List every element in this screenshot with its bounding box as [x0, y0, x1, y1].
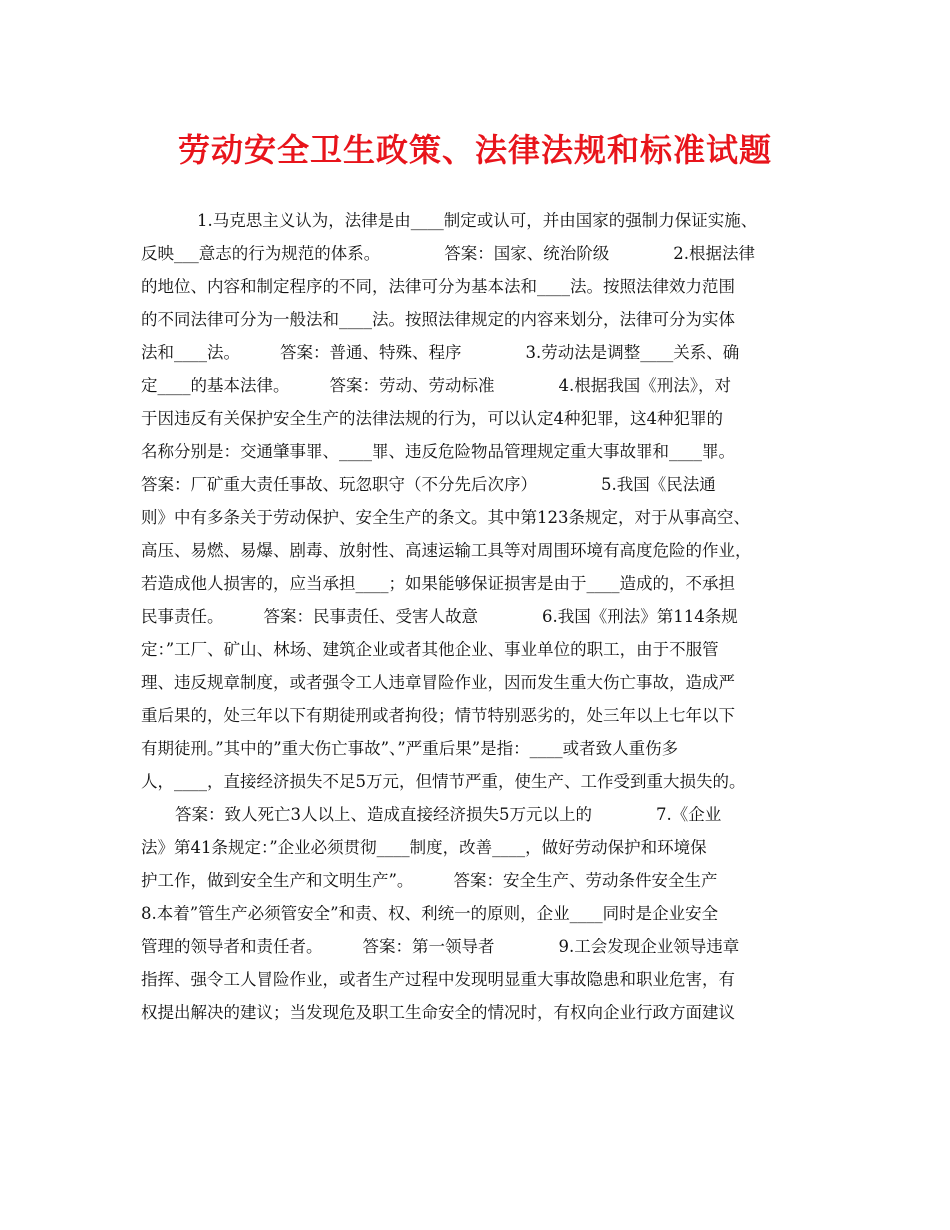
text-line-9	[141, 468, 811, 501]
text-line-17: 有期徒刑。”其中的”重大伤亡事故”、”严重后果”是指：____或者致人重伤多	[141, 739, 679, 758]
question-2-start: 2.根据法律	[673, 244, 755, 263]
text-line-22: 8.本着”管生产必须管安全”和责、权、利统一的原则，企业____同时是企业安全	[141, 904, 719, 923]
answer-1: 答案：国家、统治阶级	[444, 244, 610, 263]
question-3-end: 定____的基本法律。	[141, 376, 290, 395]
question-7-end: 护工作，做到安全生产和文明生产”。	[141, 871, 414, 890]
answer-7: 答案：安全生产、劳动条件安全生产	[453, 871, 718, 890]
answer-8: 答案：第一领导者	[362, 937, 495, 956]
text-line-23	[141, 930, 811, 963]
question-5-start: 5.我国《民法通	[601, 475, 716, 494]
question-7-start: 7.《企业	[656, 805, 722, 824]
question-4-start: 4.根据我国《刑法》，对	[558, 376, 731, 395]
text-line-3: 的地位、内容和制定程序的不同，法律可分为基本法和____法。按照法律效力范围	[141, 277, 735, 296]
text-line-19	[141, 798, 811, 831]
question-1-part-2: 反映___意志的行为规范的体系。	[141, 244, 381, 263]
question-8-end: 管理的领导者和责任者。	[141, 937, 323, 956]
text-line-24: 指挥、强令工人冒险作业，或者生产过程中发现明显重大事故隐患和职业危害，有	[141, 970, 735, 989]
question-2-end: 法和____法。	[141, 343, 240, 362]
question-3-start: 3.劳动法是调整____关系、确	[525, 343, 740, 362]
text-line-5	[141, 336, 811, 369]
answer-4: 答案：厂矿重大责任事故、玩忽职守（不分先后次序）	[141, 475, 537, 494]
text-line-20: 法》第41条规定：”企业必须贯彻____制度，改善____，做好劳动保护和环境保	[141, 838, 707, 857]
answer-2: 答案：普通、特殊、程序	[280, 343, 462, 362]
text-line-4: 的不同法律可分为一般法和____法。按照法律规定的内容来划分，法律可分为实体	[141, 310, 735, 329]
question-6-start: 6.我国《刑法》第114条规	[542, 607, 738, 626]
text-line-6	[141, 369, 811, 402]
text-line-2	[141, 237, 811, 270]
text-line-11: 高压、易燃、易爆、剧毒、放射性、高速运输工具等对周围环境有高度危险的作业，	[141, 541, 752, 560]
text-line-18: 人，____，直接经济损失不足5万元，但情节严重，使生产、工作受到重大损失的。	[141, 772, 746, 791]
text-line-15: 理、违反规章制度，或者强令工人违章冒险作业，因而发生重大伤亡事故，造成严	[141, 673, 735, 692]
question-5-end: 民事责任。	[141, 607, 224, 626]
text-line-16: 重后果的，处三年以下有期徒刑或者拘役；情节特别恶劣的，处三年以上七年以下	[141, 706, 735, 725]
question-1-part-1: 1.马克思主义认为，法律是由____制定或认可，并由国家的强制力保证实施、	[197, 211, 758, 230]
document-title: 劳动安全卫生政策、法律法规和标准试题	[177, 131, 772, 169]
answer-3: 答案：劳动、劳动标准	[329, 376, 495, 395]
text-line-10: 则》中有多条关于劳动保护、安全生产的条文。其中第123条规定，对于从事高空、	[141, 508, 750, 527]
text-line-8: 名称分别是：交通肇事罪、____罪、违反危险物品管理规定重大事故罪和____罪。	[141, 442, 735, 461]
text-line-7: 于因违反有关保护安全生产的法律法规的行为，可以认定4种犯罪，这4种犯罪的	[141, 409, 723, 428]
answer-5: 答案：民事责任、受害人故意	[263, 607, 478, 626]
text-line-21	[141, 864, 811, 897]
text-line-25: 权提出解决的建议；当发现危及职工生命安全的情况时，有权向企业行政方面建议	[141, 1003, 735, 1022]
document-body	[141, 204, 811, 1029]
text-line-14: 定：”工厂、矿山、林场、建筑企业或者其他企业、事业单位的职工，由于不服管	[141, 640, 719, 659]
question-9-start: 9.工会发现企业领导违章	[558, 937, 740, 956]
text-line-1	[141, 204, 811, 237]
text-line-12: 若造成他人损害的，应当承担____；如果能够保证损害是由于____造成的，不承担	[141, 574, 735, 593]
answer-6: 答案：致人死亡3人以上、造成直接经济损失5万元以上的	[175, 805, 592, 824]
text-line-13	[141, 600, 811, 633]
